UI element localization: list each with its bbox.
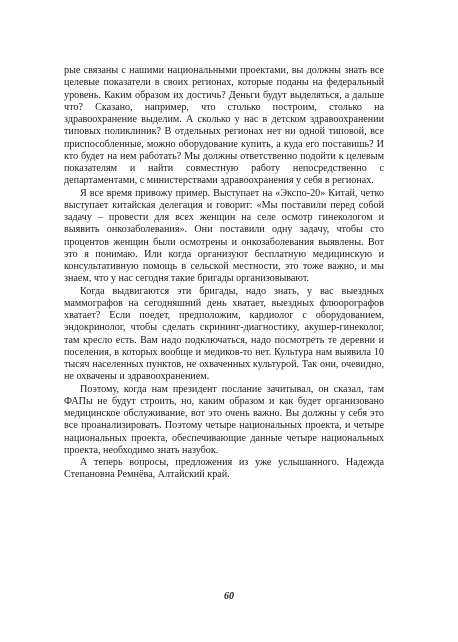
- paragraph-2: Я все время привожу пример. Выступает на «Экспо-20» Китай, четко выступает китайская делегация и говорит: «Мы поставили перед собой задачу – провести для всех женщин на селе осмотр гинекологом и выявить онкозаболевания». Они поставили одну задачу, чтобы сто процентов женщин были осмотрены и онкозаболевания выявлены. Вот это я понимаю. Или когда организуют бесплатную медицинскую и консультативную помощь в сельской местности, это тоже важно, и мы знаем, что у нас сегодня такие бригады организовывают.: [64, 187, 384, 285]
- paragraph-4: Поэтому, когда нам президент послание зачитывал, он сказал, там ФАПы не будут строить, но, каким образом и как будет организовано медицинское обслуживание, вот это очень важно. Вы должны у себя это все проанализировать. Поэтому четыре национальных проекта, и четыре национальных проекта, обеспечивающие данные четыре национальных проекта, необходимо знать назубок.: [64, 383, 384, 456]
- paragraph-1: рые связаны с нашими национальными проектами, вы должны знать все целевые показатели в своих регионах, которые поданы на федеральный уровень. Каким образом их достичь? Деньги будут выделяться, а дальше что? Сказано, например, что столько построим, столько на здравоохранение выделим. А сколько у нас в детском здравоохранении типовых поликлиник? В отдельных регионах нет ни одной типовой, все приспособленные, можно оборудование купить, а куда его поставишь? И кто будет на нем работать? Мы должны ответственно подойти к целевым показателям и найти совместную работу непосредственно с департаментами, с министерствами здравоохранения у себя в регионах.: [64, 65, 384, 187]
- page-number: 60: [224, 591, 234, 602]
- paragraph-5: А теперь вопросы, предложения из уже услышанного. Надежда Степановна Ремнёва, Алтайский край.: [64, 457, 384, 481]
- paragraph-3: Когда выдвигаются эти бригады, надо знать, у вас выездных маммографов на сегодняшний день хватает, выездных флюорографов хватает? Если поедет, предположим, кардиолог с оборудованием, эндокринолог, чтобы сделать скрининг-диагностику, акушер-гинеколог, там кресло есть. Вам надо подключаться, надо посмотреть те деревни и поселения, в которых вообще и медиков-то нет. Культура нам выявила 10 тысяч населенных пунктов, не охваченных культурой. Так они, очевидно, не охвачены и здравоохранением.: [64, 285, 384, 383]
- body-text: [64, 65, 384, 482]
